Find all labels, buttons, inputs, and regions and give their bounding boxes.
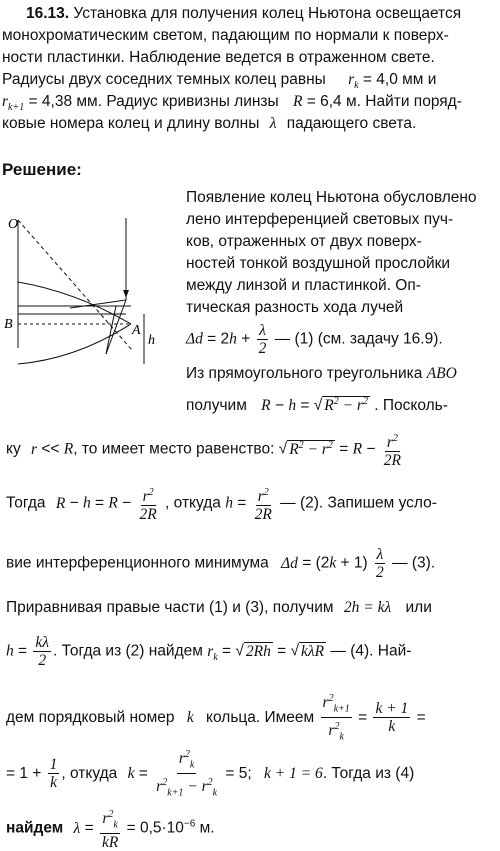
triangle-line: Из прямоугольного треугольника ABO	[186, 365, 457, 382]
solution-line-3: ков, отраженных от двух поверх-	[186, 233, 422, 250]
label-h: h	[148, 333, 155, 348]
equation-1: Δd = 2h + $\frac{\lambda}{2}$ — (1) (см. задачу 16.9).	[186, 322, 443, 357]
lambda-result-line: найдем λ = $\frac{r^2_k}{kR}$ = $0,5\cdot 10^{-6}$ м.	[6, 806, 215, 851]
get-line: получим R − h = √ $R^2 - r^2$ . Посколь-	[186, 396, 448, 415]
label-B: B	[4, 317, 13, 332]
solution-line-4: ностей тонкой воздушной прослойки	[186, 255, 451, 272]
since-line: ку r << R, то имеет место равенство: √ $R^2 - r^2 = R$ − $\frac{r^2}{2R}$	[6, 430, 405, 469]
solution-line-6: тическая разность хода лучей	[186, 299, 404, 316]
label-A: A	[132, 323, 141, 338]
problem-line-3: ности пластинки. Наблюдение ведется в отраженном свете.	[2, 49, 435, 66]
then-line: Тогда R − h = R − $\frac{r^2}{2R}$ , откуда h = $\frac{r^2}{2R}$ — (2). Запишем усло-	[6, 484, 437, 523]
problem-line-4: Радиусы двух соседних темных колец равны $r_k = 4,0$ мм и	[2, 71, 437, 92]
solution-line-1: Появление колец Ньютона обусловлено	[186, 189, 477, 206]
k-result-line: = 1 + $\frac{1}{k}$ , откуда k = $\frac{r^2_k}{r^2_{k+1} - r^2_k}$ = 5; k + 1 = 6. Тогда из (4)	[6, 746, 414, 802]
solution-line-2: лено интерференцией световых пуч-	[186, 211, 454, 228]
find-rk-line: h = $\frac{k\lambda}{2}$ . Тогда из (2) найдем $r_k$ = √ 2Rh = √ kλR — (4). Най-	[6, 634, 412, 669]
newton-rings-diagram	[6, 214, 186, 364]
order-line: дем порядковый номер k кольца. Имеем $\frac{r^2_{k+1}}{r^2_k}$ = $\frac{k + 1}{k}$ =	[6, 690, 426, 746]
problem-number: 16.13.	[26, 5, 70, 22]
label-O: O	[8, 217, 19, 232]
equate-line: Приравнивая правые части (1) и (3), получим 2h = kλ или	[6, 599, 432, 616]
minimum-line: вие интерференционного минимума Δd = (2k + 1) $\frac{\lambda}{2}$ — (3).	[6, 546, 436, 581]
solution-heading: Решение:	[2, 160, 82, 179]
problem-line-6: ковые номера колец и длину волны λ падающего света.	[2, 115, 417, 132]
problem-line-5: $r_{k+1} = 4,38$ мм. Радиус кривизны линзы R = 6,4 м. Найти поряд-	[2, 93, 462, 114]
problem-text: Установка для получения колец Ньютона освещается	[73, 5, 462, 22]
problem-line-1	[26, 4, 461, 24]
problem-line-2: монохроматическим светом, падающим по нормали к поверх-	[2, 27, 449, 44]
solution-line-5: между линзой и пластинкой. Оп-	[186, 277, 421, 294]
